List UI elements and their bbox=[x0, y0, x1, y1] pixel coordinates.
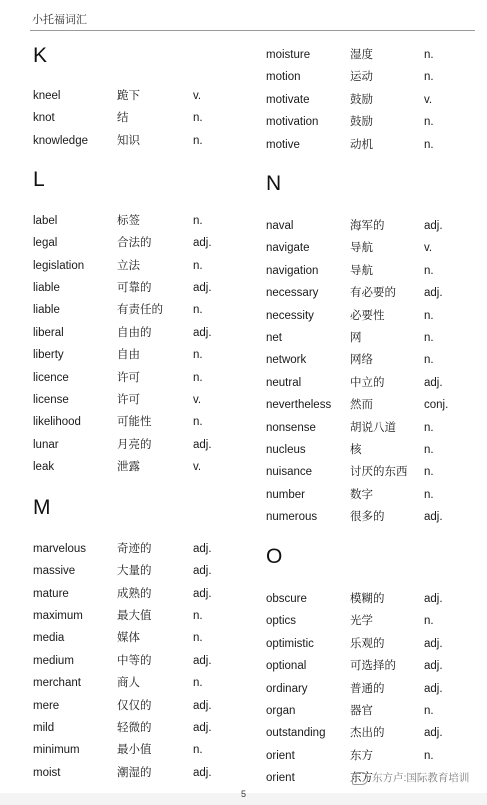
vocab-meaning: 普通的 bbox=[350, 682, 385, 695]
vocab-word: net bbox=[266, 332, 282, 344]
vocab-pos: v. bbox=[193, 90, 202, 102]
vocab-meaning: 最小值 bbox=[117, 744, 152, 757]
header-divider bbox=[30, 30, 475, 31]
vocab-pos: n. bbox=[424, 421, 434, 434]
vocab-word: network bbox=[266, 354, 307, 367]
vocab-word: motive bbox=[266, 138, 300, 151]
vocab-word: optimistic bbox=[266, 637, 314, 650]
vocab-meaning: 湿度 bbox=[350, 49, 373, 61]
vocab-word: mature bbox=[33, 587, 69, 600]
vocab-meaning: 结 bbox=[117, 112, 129, 125]
vocab-meaning: 许可 bbox=[117, 371, 140, 384]
vocab-word: ordinary bbox=[266, 682, 308, 695]
vocab-pos: adj. bbox=[424, 682, 443, 695]
section-letter-n: N bbox=[266, 172, 282, 195]
vocab-word: media bbox=[33, 632, 65, 645]
vocab-word: nucleus bbox=[266, 444, 306, 456]
vocab-word: nevertheless bbox=[266, 399, 332, 412]
vocab-pos: adj. bbox=[193, 654, 212, 667]
vocab-meaning: 泄露 bbox=[117, 460, 140, 473]
vocab-word: motivate bbox=[266, 93, 310, 106]
vocab-meaning: 可靠的 bbox=[117, 282, 152, 295]
section-letter-o: O bbox=[266, 545, 283, 568]
vocab-meaning: 中立的 bbox=[350, 376, 385, 389]
vocab-word: licence bbox=[33, 371, 69, 384]
vocab-pos: v. bbox=[424, 242, 433, 255]
vocab-pos: n. bbox=[424, 466, 434, 479]
vocab-meaning: 标签 bbox=[117, 215, 140, 227]
vocab-word: massive bbox=[33, 565, 76, 578]
vocab-pos: n. bbox=[193, 610, 203, 622]
vocab-word: obscure bbox=[266, 593, 307, 605]
vocab-pos: n. bbox=[424, 116, 434, 129]
vocab-pos: adj. bbox=[193, 721, 212, 734]
vocab-meaning: 动机 bbox=[350, 138, 373, 151]
vocab-pos: adj. bbox=[424, 220, 443, 232]
vocab-meaning: 导航 bbox=[350, 264, 373, 277]
vocab-pos: v. bbox=[193, 460, 202, 473]
vocab-word: organ bbox=[266, 705, 296, 717]
vocab-word: orient bbox=[266, 749, 295, 762]
vocab-meaning: 自由的 bbox=[117, 326, 152, 339]
vocab-pos: adj. bbox=[193, 282, 212, 295]
vocab-word: necessity bbox=[266, 309, 314, 322]
vocab-meaning: 导航 bbox=[350, 242, 373, 255]
vocab-word: liberal bbox=[33, 326, 64, 339]
vocab-pos: n. bbox=[193, 416, 203, 429]
vocab-meaning: 知识 bbox=[117, 134, 140, 147]
vocab-word: license bbox=[33, 393, 69, 406]
vocab-word: liable bbox=[33, 304, 60, 317]
vocab-pos: adj. bbox=[193, 565, 212, 578]
vocab-pos: adj. bbox=[193, 438, 212, 451]
vocab-word: liable bbox=[33, 282, 60, 295]
vocab-meaning: 大量的 bbox=[117, 565, 152, 578]
vocab-word: knot bbox=[33, 112, 55, 125]
vocab-pos: adj. bbox=[424, 287, 443, 300]
vocab-meaning: 东方 bbox=[350, 749, 373, 762]
vocab-meaning: 鼓励 bbox=[350, 116, 373, 129]
vocab-pos: n. bbox=[193, 744, 203, 757]
vocab-word: nuisance bbox=[266, 466, 313, 479]
watermark-text: 东方卢:国际教育培训 bbox=[372, 772, 470, 784]
vocab-pos: n. bbox=[424, 138, 434, 151]
vocab-meaning: 媒体 bbox=[117, 632, 140, 645]
vocab-meaning: 成熟的 bbox=[117, 587, 152, 600]
vocab-word: legislation bbox=[33, 259, 85, 272]
vocab-word: navigate bbox=[266, 242, 310, 255]
section-letter-m: M bbox=[33, 496, 51, 519]
vocab-meaning: 仅仅的 bbox=[117, 699, 152, 712]
vocab-meaning: 光学 bbox=[350, 615, 373, 628]
vocab-pos: adj. bbox=[424, 637, 443, 650]
vocab-meaning: 立法 bbox=[117, 259, 140, 272]
vocab-word: likelihood bbox=[33, 416, 81, 429]
vocab-meaning: 自由 bbox=[117, 349, 140, 362]
vocab-meaning: 跪下 bbox=[117, 90, 140, 102]
vocab-meaning: 鼓励 bbox=[350, 93, 373, 106]
vocab-meaning: 核 bbox=[350, 444, 362, 456]
vocab-word: naval bbox=[266, 220, 294, 232]
vocab-meaning: 乐观的 bbox=[350, 637, 385, 650]
vocab-pos: adj. bbox=[193, 543, 212, 555]
vocab-meaning: 运动 bbox=[350, 71, 373, 84]
vocab-meaning: 网络 bbox=[350, 354, 373, 367]
vocab-word: leak bbox=[33, 460, 55, 473]
vocab-pos: v. bbox=[193, 393, 202, 406]
vocab-pos: n. bbox=[424, 488, 434, 501]
vocab-word: nonsense bbox=[266, 421, 316, 434]
vocab-word: lunar bbox=[33, 438, 59, 451]
vocab-pos: adj. bbox=[424, 593, 443, 605]
vocab-pos: n. bbox=[193, 112, 203, 125]
section-letter-k: K bbox=[33, 44, 48, 67]
vocab-pos: n. bbox=[424, 264, 434, 277]
vocab-pos: adj. bbox=[424, 376, 443, 389]
vocab-meaning: 讨厌的东西 bbox=[350, 466, 408, 479]
vocab-pos: n. bbox=[424, 444, 434, 456]
vocab-word: number bbox=[266, 488, 305, 501]
vocab-pos: adj. bbox=[193, 699, 212, 712]
vocab-meaning: 轻微的 bbox=[117, 721, 152, 734]
vocab-word: medium bbox=[33, 654, 74, 667]
vocab-pos: n. bbox=[193, 677, 203, 690]
vocab-word: label bbox=[33, 215, 58, 227]
vocab-pos: v. bbox=[424, 93, 433, 106]
vocab-meaning: 器官 bbox=[350, 705, 373, 717]
wechat-logo-icon bbox=[352, 772, 368, 785]
vocab-pos: n. bbox=[424, 49, 434, 61]
vocab-meaning: 杰出的 bbox=[350, 727, 385, 740]
vocab-meaning: 然而 bbox=[350, 399, 373, 412]
vocab-word: motivation bbox=[266, 116, 319, 129]
vocab-word: legal bbox=[33, 237, 58, 250]
vocab-pos: n. bbox=[193, 371, 203, 384]
vocab-pos: n. bbox=[193, 259, 203, 272]
vocab-pos: adj. bbox=[193, 326, 212, 339]
vocab-meaning: 东方 bbox=[350, 772, 373, 785]
vocab-word: neutral bbox=[266, 376, 302, 389]
header-title: 小托福词汇 bbox=[32, 14, 87, 26]
vocab-word: moisture bbox=[266, 49, 311, 61]
vocab-meaning: 可能性 bbox=[117, 416, 152, 429]
vocab-pos: adj. bbox=[193, 587, 212, 600]
vocab-pos: n. bbox=[424, 705, 434, 717]
vocab-meaning: 有责任的 bbox=[117, 304, 163, 317]
vocab-word: orient bbox=[266, 772, 295, 785]
vocab-pos: n. bbox=[424, 309, 434, 322]
vocab-word: marvelous bbox=[33, 543, 87, 555]
vocab-meaning: 胡说八道 bbox=[350, 421, 396, 434]
vocab-pos: n. bbox=[193, 304, 203, 317]
vocab-word: outstanding bbox=[266, 727, 326, 740]
vocab-pos: n. bbox=[193, 349, 203, 362]
vocab-pos: conj. bbox=[424, 399, 449, 412]
page-number: 5 bbox=[240, 789, 246, 799]
vocab-meaning: 网 bbox=[350, 332, 362, 344]
vocab-word: optional bbox=[266, 660, 307, 673]
vocab-word: merchant bbox=[33, 677, 81, 690]
vocab-word: kneel bbox=[33, 90, 61, 102]
vocab-word: mere bbox=[33, 699, 60, 712]
vocab-word: moist bbox=[33, 766, 61, 779]
vocab-word: maximum bbox=[33, 610, 83, 622]
vocab-pos: n. bbox=[193, 215, 203, 227]
vocab-meaning: 必要性 bbox=[350, 309, 385, 322]
vocab-meaning: 商人 bbox=[117, 677, 140, 690]
vocab-meaning: 海军的 bbox=[350, 220, 385, 232]
vocab-word: necessary bbox=[266, 287, 319, 300]
vocab-meaning: 数字 bbox=[350, 488, 373, 501]
vocab-meaning: 最大值 bbox=[117, 610, 152, 622]
vocab-pos: adj. bbox=[193, 766, 212, 779]
vocab-meaning: 可选择的 bbox=[350, 660, 396, 673]
vocab-word: numerous bbox=[266, 511, 318, 524]
vocab-word: liberty bbox=[33, 349, 64, 362]
vocab-pos: n. bbox=[424, 615, 434, 628]
vocab-pos: adj. bbox=[424, 727, 443, 740]
vocab-meaning: 模糊的 bbox=[350, 593, 385, 605]
vocab-word: optics bbox=[266, 615, 297, 628]
vocab-word: knowledge bbox=[33, 134, 88, 147]
vocab-pos: n. bbox=[424, 749, 434, 762]
vocab-pos: n. bbox=[193, 134, 203, 147]
vocab-meaning: 合法的 bbox=[117, 237, 152, 250]
vocab-meaning: 很多的 bbox=[350, 511, 385, 524]
vocab-pos: adj. bbox=[424, 511, 443, 524]
vocab-pos: n. bbox=[193, 632, 203, 645]
vocab-pos: n. bbox=[424, 71, 434, 84]
vocab-meaning: 有必要的 bbox=[350, 287, 396, 300]
vocab-word: motion bbox=[266, 71, 301, 84]
vocab-meaning: 月亮的 bbox=[117, 438, 152, 451]
vocab-pos: n. bbox=[424, 354, 434, 367]
vocab-pos: adj. bbox=[193, 237, 212, 250]
vocab-meaning: 潮湿的 bbox=[117, 766, 152, 779]
vocab-word: mild bbox=[33, 721, 55, 734]
vocab-pos: n. bbox=[424, 332, 434, 344]
watermark bbox=[352, 770, 469, 785]
section-letter-l: L bbox=[33, 168, 45, 191]
vocab-meaning: 许可 bbox=[117, 393, 140, 406]
vocab-meaning: 中等的 bbox=[117, 654, 152, 667]
vocab-meaning: 奇迹的 bbox=[117, 543, 152, 555]
vocab-pos: adj. bbox=[424, 660, 443, 673]
vocab-word: navigation bbox=[266, 264, 319, 277]
vocab-word: minimum bbox=[33, 744, 80, 757]
